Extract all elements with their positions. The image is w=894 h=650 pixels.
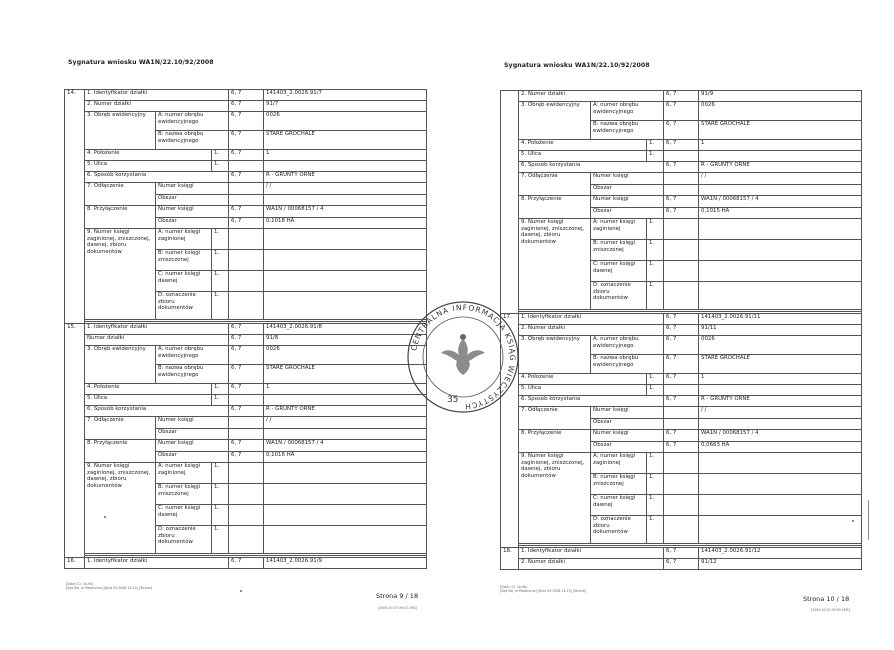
table-row <box>501 91 862 102</box>
col-ref: 1. <box>647 374 664 385</box>
field-label: 7. Odłączenie <box>519 407 591 430</box>
col-ref: 1. <box>647 385 664 396</box>
field-value: 0026 <box>699 336 862 355</box>
table-cell <box>229 463 264 484</box>
field-label: 7. Odłączenie <box>85 183 156 206</box>
field-value: R - GRUNTY ORNE <box>264 406 427 417</box>
field-value: / / <box>699 407 862 419</box>
page-number: Strona 9 / 18 <box>376 592 419 600</box>
field-value: 0026 <box>264 346 427 365</box>
col-ref: 6, 7 <box>229 206 264 218</box>
field-label: D: oznaczenie zbioru dokumentów <box>591 282 647 310</box>
table-row <box>65 229 427 250</box>
table-cell <box>664 240 699 261</box>
official-stamp <box>404 298 522 416</box>
table-row <box>65 384 427 395</box>
col-ref: 1. <box>212 526 229 554</box>
field-label: Numer księgi <box>156 183 229 195</box>
footnote: [Dział I-O, 1b-9b] [Sąd Rej. w Piasecznie] [Dnia 09.2008 14:15] [Strona] <box>500 585 586 593</box>
field-value: 0,0663 HA <box>699 442 862 453</box>
table-cell <box>664 173 699 185</box>
field-label: 3. Obręb ewidencyjny <box>85 112 156 150</box>
field-value: 1 <box>699 140 862 151</box>
table-row <box>65 406 427 417</box>
field-label: D: oznaczenie zbioru dokumentów <box>591 516 647 544</box>
table-cell <box>264 292 427 320</box>
table-cell <box>664 261 699 282</box>
col-ref: 6, 7 <box>229 346 264 365</box>
table-row <box>65 417 427 429</box>
col-ref: 6, 7 <box>229 324 264 335</box>
field-label: A: numer obrębu ewidencyjnego <box>156 112 229 131</box>
table-row <box>65 395 427 406</box>
col-ref: 6, 7 <box>664 336 699 355</box>
field-label: Numer księgi <box>591 173 664 185</box>
field-label: B: numer księgi zniszczonej <box>591 240 647 261</box>
field-value: 91/12 <box>699 559 862 570</box>
table-cell <box>699 495 862 516</box>
field-label: B: nazwa obrębu ewidencyjnego <box>591 121 664 140</box>
field-label: 6. Sposób korzystania <box>85 172 229 183</box>
table-cell <box>264 395 427 406</box>
field-value: STARE GROCHALE <box>264 365 427 384</box>
parcel-table <box>64 89 427 569</box>
table-row <box>501 374 862 385</box>
scan-mark <box>104 516 106 518</box>
col-ref: 6, 7 <box>229 218 264 229</box>
scan-mark <box>852 520 854 522</box>
field-label: 7. Odłączenie <box>85 417 156 440</box>
field-value: / / <box>264 417 427 429</box>
col-ref: 6, 7 <box>229 452 264 463</box>
field-label: 1. Identyfikator działki <box>85 558 229 569</box>
page-number: Strona 10 / 18 <box>803 595 850 603</box>
table-cell <box>229 429 264 440</box>
field-label: Numer działki <box>85 335 229 346</box>
col-ref: 6, 7 <box>664 162 699 173</box>
col-ref: 1. <box>647 516 664 544</box>
field-label: 1. Identyfikator działki <box>85 90 229 101</box>
col-ref: 6, 7 <box>664 140 699 151</box>
field-label: B: nazwa obrębu ewidencyjnego <box>591 355 664 374</box>
table-cell <box>229 395 264 406</box>
parcel-number: 16. <box>65 558 85 569</box>
field-value: 0026 <box>699 102 862 121</box>
table-cell <box>699 474 862 495</box>
table-row <box>65 172 427 183</box>
col-ref: 1. <box>647 151 664 162</box>
col-ref: 1. <box>647 261 664 282</box>
table-cell <box>699 240 862 261</box>
col-ref: 6, 7 <box>664 102 699 121</box>
field-label: 2. Numer działki <box>519 559 664 570</box>
field-label: 4. Położenie <box>85 384 212 395</box>
field-label: 6. Sposób korzystania <box>85 406 229 417</box>
table-row <box>501 325 862 336</box>
col-ref: 6, 7 <box>664 442 699 453</box>
col-ref: 6, 7 <box>229 101 264 112</box>
table-cell <box>229 292 264 320</box>
col-ref: 6, 7 <box>664 208 699 219</box>
field-label: Numer księgi <box>591 196 664 208</box>
field-label: B: numer księgi zniszczonej <box>156 484 212 505</box>
field-label: C: numer księgi dawnej <box>156 505 212 526</box>
col-ref: 1. <box>212 384 229 395</box>
table-cell <box>264 229 427 250</box>
table-cell <box>229 505 264 526</box>
table-row <box>501 548 862 559</box>
table-row <box>501 219 862 240</box>
col-ref: 1. <box>212 292 229 320</box>
field-label: 2. Numer działki <box>85 101 229 112</box>
table-row <box>65 324 427 335</box>
field-value: STARE GROCHALE <box>699 355 862 374</box>
field-label: 1. Identyfikator działki <box>85 324 229 335</box>
field-label: Obszar <box>156 429 229 440</box>
table-row <box>65 335 427 346</box>
field-label: Numer księgi <box>591 407 664 419</box>
field-label: B: numer księgi zniszczonej <box>156 250 212 271</box>
field-value: R - GRUNTY ORNE <box>264 172 427 183</box>
col-ref: 6, 7 <box>229 90 264 101</box>
field-label: 2. Numer działki <box>519 325 664 336</box>
field-value: / / <box>264 183 427 195</box>
field-label: Obszar <box>156 218 229 229</box>
table-cell <box>699 419 862 430</box>
field-label: B: nazwa obrębu ewidencyjnego <box>156 365 229 384</box>
field-value: 91/9 <box>699 91 862 102</box>
col-ref: 6, 7 <box>664 355 699 374</box>
field-label: 9. Numer księgi zaginionej, zniszczonej, dawnej, zbioru dokumentów <box>85 229 156 320</box>
table-row <box>501 430 862 442</box>
col-ref: 6, 7 <box>664 396 699 407</box>
page-small: [2009.10.07 09:03 CMS] <box>811 608 850 612</box>
field-label: D: oznaczenie zbioru dokumentów <box>156 526 212 554</box>
table-cell <box>229 271 264 292</box>
col-ref: 6, 7 <box>664 559 699 570</box>
table-row <box>65 183 427 195</box>
table-row <box>65 150 427 161</box>
table-cell <box>664 282 699 310</box>
col-ref: 1. <box>212 229 229 250</box>
table-row <box>65 558 427 569</box>
field-label: A: numer obrębu ewidencyjnego <box>591 336 664 355</box>
col-ref: 6, 7 <box>229 172 264 183</box>
field-label: 9. Numer księgi zaginionej, zniszczonej, dawnej, zbioru dokumentów <box>85 463 156 554</box>
table-cell <box>699 516 862 544</box>
field-value: 91/8 <box>264 335 427 346</box>
field-value: 141403_2.0026.91/7 <box>264 90 427 101</box>
field-label: 8. Przyłączenie <box>519 196 591 219</box>
table-row <box>501 140 862 151</box>
footnote: [Dział I-O, 1b-9b] [Sąd Rej. w Piasecznie] [Dnia 09.2008 14:15] [Strona] <box>66 582 152 590</box>
col-ref: 6, 7 <box>229 112 264 131</box>
field-label: D: oznaczenie zbioru dokumentów <box>156 292 212 320</box>
field-label: Obszar <box>156 195 229 206</box>
field-label: 3. Obręb ewidencyjny <box>519 336 591 374</box>
table-cell <box>664 407 699 419</box>
table-cell <box>664 219 699 240</box>
field-label: 1. Identyfikator działki <box>519 548 664 559</box>
table-cell <box>264 429 427 440</box>
field-label: 4. Położenie <box>519 140 647 151</box>
field-value: WA1N / 00068157 / 4 <box>699 430 862 442</box>
field-value: 1 <box>264 384 427 395</box>
field-label: 5. Ulica <box>519 151 647 162</box>
table-cell <box>229 183 264 195</box>
field-label: 9. Numer księgi zaginionej, zniszczonej, dawnej, zbioru dokumentów <box>519 219 591 310</box>
field-label: 5. Ulica <box>85 161 212 172</box>
table-cell <box>229 250 264 271</box>
field-value: WA1N / 00068157 / 4 <box>264 206 427 218</box>
col-ref: 6, 7 <box>229 150 264 161</box>
col-ref: 6, 7 <box>664 314 699 325</box>
field-label: A: numer księgi zaginionej <box>591 453 647 474</box>
table-row <box>501 396 862 407</box>
field-value: 0,1016 HA <box>264 452 427 463</box>
col-ref: 1. <box>212 505 229 526</box>
table-row <box>501 453 862 474</box>
field-label: 8. Przyłączenie <box>85 206 156 229</box>
table-row <box>501 162 862 173</box>
eagle-emblem <box>441 334 485 375</box>
table-cell <box>664 495 699 516</box>
table-row <box>501 559 862 570</box>
parcel-number: 18. <box>501 548 519 570</box>
field-label: A: numer księgi zaginionej <box>591 219 647 240</box>
table-cell <box>664 453 699 474</box>
table-cell <box>664 385 699 396</box>
col-ref: 1. <box>212 250 229 271</box>
field-label: 9. Numer księgi zaginionej, zniszczonej, dawnej, zbioru dokumentów <box>519 453 591 544</box>
field-value: STARE GROCHALE <box>699 121 862 140</box>
table-row <box>501 173 862 185</box>
col-ref: 1. <box>212 463 229 484</box>
table-cell <box>699 453 862 474</box>
table-row <box>65 112 427 131</box>
field-value: R - GRUNTY ORNE <box>699 162 862 173</box>
col-ref: 1. <box>647 474 664 495</box>
field-label: 4. Położenie <box>85 150 212 161</box>
col-ref: 6, 7 <box>664 91 699 102</box>
field-label: Numer księgi <box>591 430 664 442</box>
col-ref: 1. <box>647 495 664 516</box>
field-label: C: numer księgi dawnej <box>156 271 212 292</box>
field-label: A: numer księgi zaginionej <box>156 463 212 484</box>
parcel-number <box>501 91 519 314</box>
table-cell <box>699 185 862 196</box>
field-label: 6. Sposób korzystania <box>519 162 664 173</box>
field-value: 141403_2.0026.91/9 <box>264 558 427 569</box>
signature: Sygnatura wniosku WA1N/22.10/92/2008 <box>504 62 650 69</box>
field-label: 3. Obręb ewidencyjny <box>519 102 591 140</box>
col-ref: 1. <box>647 240 664 261</box>
field-value: R - GRUNTY ORNE <box>699 396 862 407</box>
field-value: / / <box>699 173 862 185</box>
col-ref: 1. <box>212 395 229 406</box>
field-label: 7. Odłączenie <box>519 173 591 196</box>
parcel-number: 15. <box>65 324 85 558</box>
table-cell <box>264 484 427 505</box>
col-ref: 6, 7 <box>664 121 699 140</box>
field-label: Obszar <box>591 419 664 430</box>
field-label: Obszar <box>591 185 664 196</box>
field-value: 1 <box>264 150 427 161</box>
table-cell <box>664 474 699 495</box>
field-label: C: numer księgi dawnej <box>591 495 647 516</box>
table-row <box>501 407 862 419</box>
field-label: C: numer księgi dawnej <box>591 261 647 282</box>
col-ref: 6, 7 <box>664 196 699 208</box>
field-label: Numer księgi <box>156 206 229 218</box>
table-row <box>501 196 862 208</box>
field-label: 3. Obręb ewidencyjny <box>85 346 156 384</box>
table-cell <box>699 219 862 240</box>
table-cell <box>229 484 264 505</box>
table-cell <box>699 151 862 162</box>
table-cell <box>264 250 427 271</box>
col-ref: 6, 7 <box>229 440 264 452</box>
col-ref: 6, 7 <box>229 406 264 417</box>
field-label: A: numer księgi zaginionej <box>156 229 212 250</box>
scan-mark <box>240 590 242 592</box>
col-ref: 1. <box>647 282 664 310</box>
field-value: WA1N / 00068157 / 4 <box>264 440 427 452</box>
col-ref: 6, 7 <box>229 558 264 569</box>
col-ref: 6, 7 <box>229 384 264 395</box>
col-ref: 1. <box>212 161 229 172</box>
table-cell <box>264 271 427 292</box>
table-cell <box>264 463 427 484</box>
col-ref: 1. <box>647 140 664 151</box>
table-cell <box>229 526 264 554</box>
col-ref: 6, 7 <box>664 374 699 385</box>
table-cell <box>699 282 862 310</box>
field-label: B: nazwa obrębu ewidencyjnego <box>156 131 229 150</box>
table-cell <box>699 261 862 282</box>
field-value: 141403_2.0026.91/11 <box>699 314 862 325</box>
field-label: 8. Przyłączenie <box>85 440 156 463</box>
col-ref: 1. <box>212 150 229 161</box>
col-ref: 1. <box>212 271 229 292</box>
table-cell <box>229 161 264 172</box>
field-value: 91/11 <box>699 325 862 336</box>
col-ref: 6, 7 <box>664 430 699 442</box>
field-label: Numer księgi <box>156 417 229 429</box>
field-value: WA1N / 00068157 / 4 <box>699 196 862 208</box>
table-cell <box>664 185 699 196</box>
field-label: 5. Ulica <box>85 395 212 406</box>
field-label: 6. Sposób korzystania <box>519 396 664 407</box>
table-cell <box>264 526 427 554</box>
table-cell <box>264 505 427 526</box>
table-row <box>65 161 427 172</box>
field-value: 141403_2.0026.91/12 <box>699 548 862 559</box>
field-value: 0026 <box>264 112 427 131</box>
table-cell <box>264 161 427 172</box>
field-value: 0,1015 HA <box>699 208 862 219</box>
table-row <box>501 314 862 325</box>
field-label: B: numer księgi zniszczonej <box>591 474 647 495</box>
col-ref: 1. <box>647 219 664 240</box>
page-small: [2009.10.07 09:03 CMS] <box>378 606 417 610</box>
table-cell <box>664 516 699 544</box>
stamp-text: CENTRALNA INFORMACJA KSIĄG WIECZYSTYCH <box>409 302 518 412</box>
col-ref: 6, 7 <box>229 131 264 150</box>
table-cell <box>229 417 264 429</box>
col-ref: 6, 7 <box>664 548 699 559</box>
table-row <box>65 440 427 452</box>
table-cell <box>664 419 699 430</box>
field-value: STARE GROCHALE <box>264 131 427 150</box>
field-label: 5. Ulica <box>519 385 647 396</box>
field-label: 2. Numer działki <box>519 91 664 102</box>
table-row <box>65 101 427 112</box>
field-label: 4. Położenie <box>519 374 647 385</box>
table-cell <box>664 151 699 162</box>
table-cell <box>264 195 427 206</box>
field-label: Obszar <box>156 452 229 463</box>
field-value: 91/7 <box>264 101 427 112</box>
col-ref: 6, 7 <box>664 325 699 336</box>
table-row <box>501 385 862 396</box>
table-row <box>501 151 862 162</box>
signature: Sygnatura wniosku WA1N/22.10/92/2008 <box>68 59 214 66</box>
field-label: A: numer obrębu ewidencyjnego <box>156 346 229 365</box>
parcel-number: 14. <box>65 90 85 324</box>
stamp-number: 35 <box>447 395 459 405</box>
table-row <box>501 336 862 355</box>
table-row <box>65 346 427 365</box>
field-value: 141403_2.0026.91/8 <box>264 324 427 335</box>
parcel-table <box>500 90 862 570</box>
scan-mark <box>868 500 869 540</box>
field-value: 1 <box>699 374 862 385</box>
field-label: Obszar <box>591 442 664 453</box>
table-row <box>65 206 427 218</box>
table-row <box>501 102 862 121</box>
table-cell <box>229 229 264 250</box>
col-ref: 6, 7 <box>229 365 264 384</box>
table-cell <box>699 385 862 396</box>
table-row <box>65 463 427 484</box>
table-row <box>65 90 427 101</box>
col-ref: 6, 7 <box>229 335 264 346</box>
table-cell <box>229 195 264 206</box>
field-label: Numer księgi <box>156 440 229 452</box>
field-label: A: numer obrębu ewidencyjnego <box>591 102 664 121</box>
parcel-number: 17. <box>501 314 519 548</box>
col-ref: 1. <box>647 453 664 474</box>
field-label: Obszar <box>591 208 664 219</box>
field-label: 8. Przyłączenie <box>519 430 591 453</box>
field-label: 1. Identyfikator działki <box>519 314 664 325</box>
field-value: 0,1018 HA <box>264 218 427 229</box>
col-ref: 1. <box>212 484 229 505</box>
